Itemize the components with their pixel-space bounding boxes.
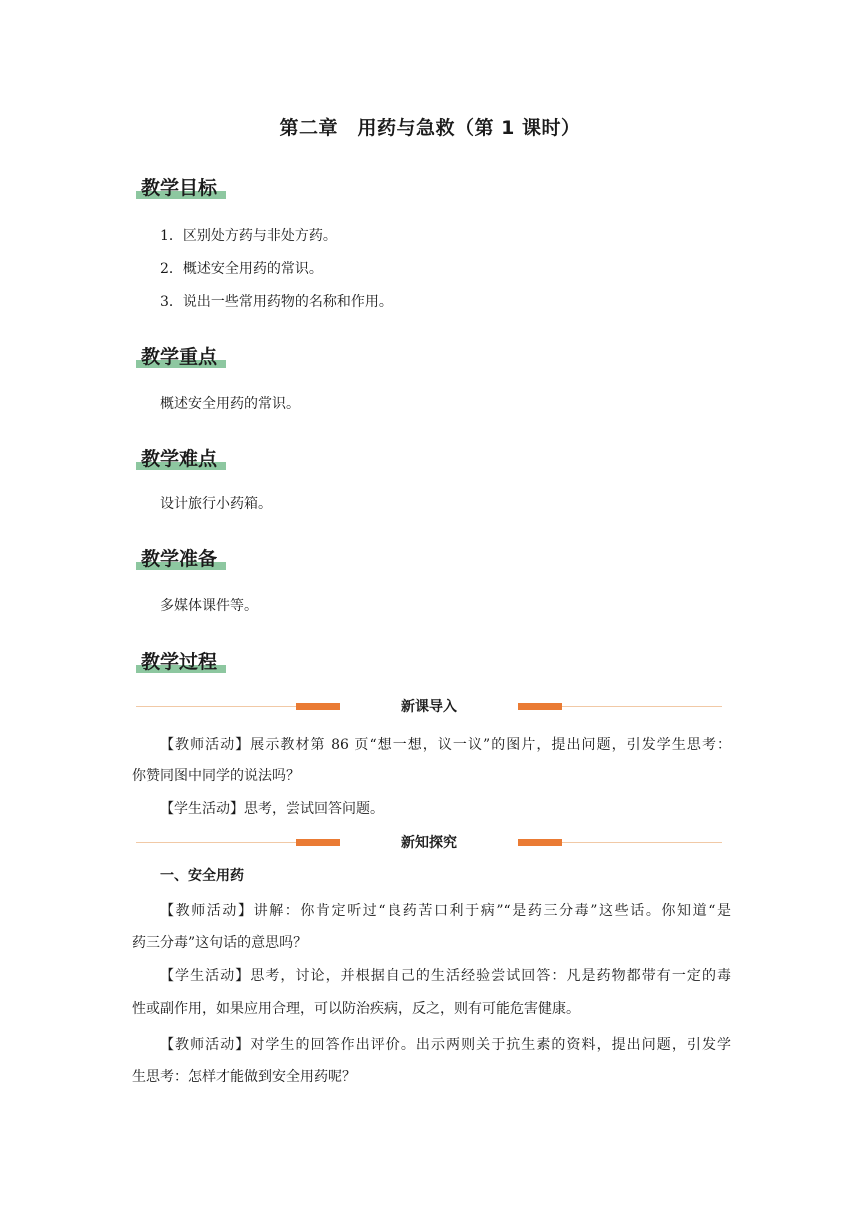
objective-item: 2．概述安全用药的常识。: [160, 261, 323, 277]
objective-item: 3．说出一些常用药物的名称和作用。: [160, 294, 393, 310]
paragraph-line: 【教师活动】展示教材第 86 页“想一想，议一议”的图片，提出问题，引发学生思考：: [160, 737, 731, 753]
paragraph-line: 【教师活动】讲解：你肯定听过“良药苦口利于病”“是药三分毒”这些话。你知道“是: [160, 903, 731, 919]
subsection-divider-intro: 新课导入: [136, 697, 722, 717]
paragraph-line: 你赞同图中同学的说法吗？: [132, 768, 300, 784]
section-heading-objectives: 教学目标: [136, 176, 226, 200]
paragraph-line: 【学生活动】思考，尝试回答问题。: [160, 801, 384, 817]
difficulty-text: 设计旅行小药箱。: [160, 496, 272, 512]
key-points-text: 概述安全用药的常识。: [160, 396, 300, 412]
paragraph-line: 药三分毒”这句话的意思吗？: [132, 935, 308, 951]
divider-bar: [518, 839, 562, 846]
section-heading-key-points: 教学重点: [136, 345, 226, 369]
paragraph-line: 【学生活动】思考，讨论，并根据自己的生活经验尝试回答：凡是药物都带有一定的毒: [160, 968, 731, 984]
paragraph-line: 【教师活动】对学生的回答作出评价。出示两则关于抗生素的资料，提出问题，引发学: [160, 1037, 731, 1053]
section-heading-difficulty: 教学难点: [136, 447, 226, 471]
objective-item: 1．区别处方药与非处方药。: [160, 228, 337, 244]
divider-rule: [562, 706, 722, 707]
page-title: 第二章 用药与急救（第 1 课时）: [279, 117, 581, 139]
section-heading-process: 教学过程: [136, 650, 226, 674]
preparation-text: 多媒体课件等。: [160, 598, 258, 614]
section-heading-preparation: 教学准备: [136, 547, 226, 571]
divider-bar: [518, 703, 562, 710]
paragraph-line: 性或副作用，如果应用合理，可以防治疾病，反之，则有可能危害健康。: [132, 1001, 580, 1017]
divider-rule: [562, 842, 722, 843]
subsection-divider-explore: 新知探究: [136, 833, 722, 853]
subheading-safe-medication: 一、安全用药: [160, 868, 244, 884]
paragraph-line: 生思考：怎样才能做到安全用药呢？: [132, 1069, 356, 1085]
